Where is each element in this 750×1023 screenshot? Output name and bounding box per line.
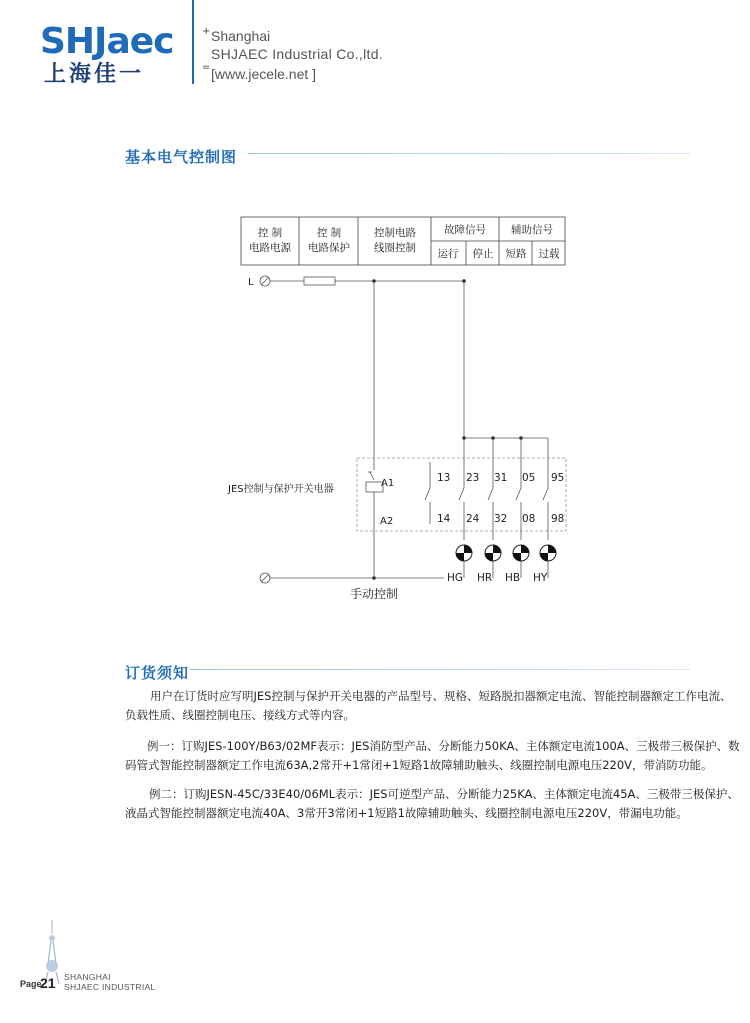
header-cell-fault-stop: 停止 xyxy=(472,248,494,260)
lamp-icon-hb xyxy=(513,545,529,561)
header-cell-aux-short: 短路 xyxy=(505,248,527,260)
contact-08: 08 xyxy=(522,513,536,525)
lamp-label-hy: HY xyxy=(533,572,548,584)
header-cell-power-a: 控 制 xyxy=(257,227,283,239)
company-logo: SHJaec xyxy=(40,21,174,62)
header-cell-aux-overload: 过载 xyxy=(538,248,560,260)
indicator-lamps xyxy=(456,545,556,561)
lamp-label-hg: HG xyxy=(447,572,464,584)
header-city: Shanghai xyxy=(211,28,271,44)
line-label-L: L xyxy=(248,277,254,288)
fuse-symbol xyxy=(304,277,335,285)
contact-14: 14 xyxy=(437,513,451,525)
example1-line2: 码管式智能控制器额定工作电流63A,2常开+1常闭+1短路1故障辅助触头、线圈控制电源电压220V，带消防功能。 xyxy=(125,758,713,772)
example1-line1: 例一：订购JES-100Y/B63/02MF表示：JES消防型产品、分断能力50KA、主体额定电流100A、三极带三极保护、数 xyxy=(147,739,740,753)
lamp-label-hb: HB xyxy=(505,572,521,584)
ordering-intro-line1: 用户在订货时应写明JES控制与保护开关电器的产品型号、规格、短路脱扣器额定电流、智能控制器额定工作电流、 xyxy=(150,689,732,703)
section-title-ordering: 订货须知 xyxy=(125,664,190,682)
device-label: JES控制与保护开关电器 xyxy=(228,484,334,495)
footer-company: SHJAEC INDUSTRIAL xyxy=(64,982,156,992)
contact-32: 32 xyxy=(494,513,508,525)
contact-05: 05 xyxy=(522,472,536,484)
header-company-name: SHJAEC Industrial Co.,ltd. xyxy=(211,46,383,62)
company-logo-chinese: 上海佳一 xyxy=(44,62,145,87)
header-cell-fault-signal: 故障信号 xyxy=(444,224,486,236)
lamp-icon-hg xyxy=(456,545,472,561)
contact-95: 95 xyxy=(551,472,565,484)
coil-terminal-a2: A2 xyxy=(380,516,394,527)
section-title-diagram: 基本电气控制图 xyxy=(125,148,238,166)
header-website: [www.jecele.net ] xyxy=(211,66,317,82)
header-equals-mark: = xyxy=(202,62,211,73)
header-cell-fault-run: 运行 xyxy=(437,248,459,260)
header-cell-protect-a: 控 制 xyxy=(316,227,342,239)
ordering-intro-line2: 负载性质、线圈控制电压、接线方式等内容。 xyxy=(125,708,355,722)
header-cell-power-b: 电路电源 xyxy=(249,242,291,254)
page-label: Page xyxy=(20,979,42,989)
section-rule-ordering xyxy=(190,669,690,670)
header-cell-coil-a: 控制电路 xyxy=(374,227,416,239)
header-cell-aux-signal: 辅助信号 xyxy=(511,224,553,236)
coil-terminal-a1: A1 xyxy=(381,478,395,489)
manual-control-label: 手动控制 xyxy=(350,587,399,601)
header-cell-protect-b: 电路保护 xyxy=(308,242,350,254)
example2-line2: 液晶式智能控制器额定电流40A、3常开3常闭+1短路1故障辅助触头、线圈控制电源电压220V，带漏电功能。 xyxy=(125,806,688,820)
contact-98: 98 xyxy=(551,513,565,525)
lamp-icon-hy xyxy=(540,545,556,561)
contact-13: 13 xyxy=(437,472,451,484)
page-number: 21 xyxy=(40,975,56,991)
footer-city: SHANGHAI xyxy=(64,972,111,982)
lamp-label-hr: HR xyxy=(477,572,493,584)
contact-23: 23 xyxy=(466,472,480,484)
contact-31: 31 xyxy=(494,472,508,484)
header-plus-mark: + xyxy=(202,26,211,37)
example2-line1: 例二：订购JESN-45C/33E40/06ML表示：JES可逆型产品、分断能力25KA、主体额定电流45A、三极带三极保护、 xyxy=(149,787,739,801)
contact-24: 24 xyxy=(466,513,480,525)
header-cell-coil-b: 线圈控制 xyxy=(374,242,416,254)
lamp-icon-hr xyxy=(485,545,501,561)
